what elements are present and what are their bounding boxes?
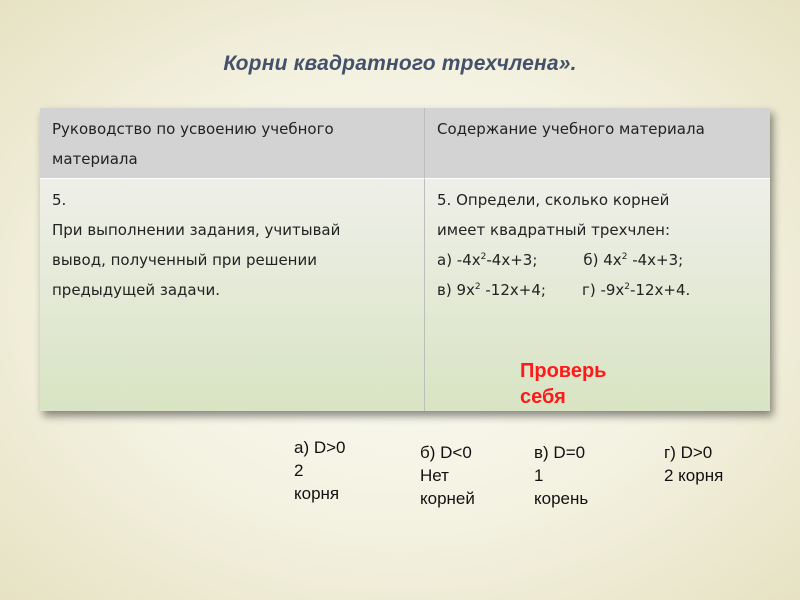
guide-line: предыдущей задачи. — [52, 281, 221, 299]
guide-line: вывод, полученный при решении — [52, 251, 317, 269]
header-right-line: Содержание учебного материала — [437, 120, 705, 138]
check-yourself-label[interactable]: Проверь себя — [520, 360, 607, 408]
task-line: имеет квадратный трехчлен: — [437, 221, 671, 239]
answer-v: в) D=0 1 корень — [534, 443, 589, 508]
answer-a: а) D>0 2 корня — [294, 438, 346, 503]
body-cell-guide — [40, 179, 425, 411]
equation-a: а) $-4х^2-4х+3$; — [437, 251, 538, 269]
answer-b: б) D<0 Нет корней — [420, 443, 475, 508]
answer-g: г) D>0 2 корня — [664, 443, 724, 485]
table-header-row — [40, 108, 770, 179]
table-body-row — [40, 179, 770, 411]
header-left-line: материала — [52, 150, 138, 168]
task-line: 5. Определи, сколько корней — [437, 191, 670, 209]
header-cell-guide — [40, 108, 425, 179]
slide-title: Корни квадратного трехчлена». — [223, 52, 577, 75]
equation-b: б) $4х^2$ -4х+3; — [583, 251, 684, 269]
header-left-line: Руководство по усвоению учебного — [52, 120, 334, 138]
task-equations-row — [437, 245, 762, 275]
equation-v: в) $9х^2$ -12х+4; — [437, 281, 546, 299]
content-table — [40, 108, 770, 411]
guide-line: При выполнении задания, учитывай — [52, 221, 341, 239]
guide-line: 5. — [52, 191, 67, 209]
equation-g: г) $-9х^2-12х+4$. — [581, 281, 691, 299]
header-cell-content — [425, 108, 770, 179]
task-equations-row — [437, 275, 762, 305]
